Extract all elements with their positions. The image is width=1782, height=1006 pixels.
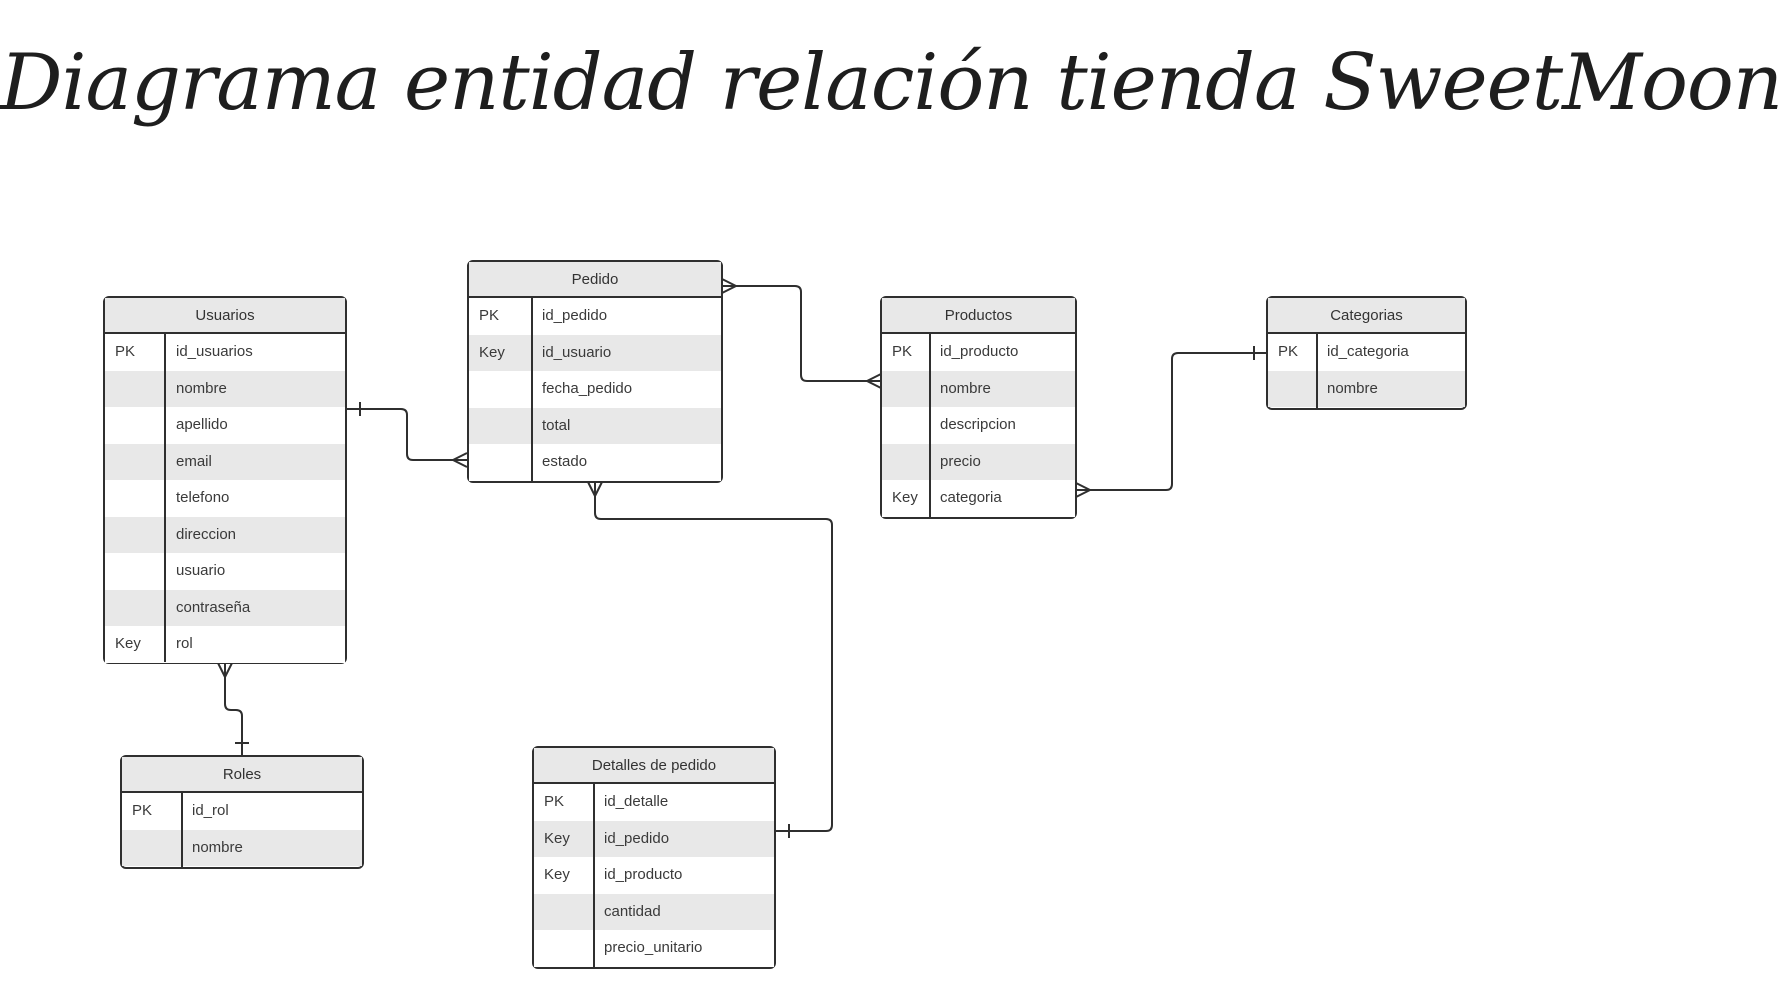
- table-row[interactable]: [534, 857, 774, 894]
- table-row[interactable]: [882, 444, 1075, 481]
- table-row[interactable]: [469, 298, 721, 335]
- entity-header: Roles: [122, 757, 362, 793]
- field-name: categoria: [940, 489, 1002, 506]
- field-name: email: [176, 452, 212, 470]
- field-name: precio: [940, 452, 981, 470]
- table-row[interactable]: [105, 590, 345, 627]
- table-row[interactable]: [1268, 371, 1465, 408]
- table-row[interactable]: [534, 894, 774, 931]
- table-row[interactable]: [469, 371, 721, 408]
- field-name: nombre: [192, 838, 243, 856]
- entity-roles[interactable]: [120, 755, 364, 869]
- table-row[interactable]: [105, 407, 345, 444]
- table-row[interactable]: [882, 407, 1075, 444]
- table-row[interactable]: [1268, 334, 1465, 371]
- table-row[interactable]: [469, 335, 721, 372]
- entity-header: Productos: [882, 298, 1075, 334]
- table-row[interactable]: [105, 371, 345, 408]
- table-row[interactable]: [105, 553, 345, 590]
- field-name: nombre: [176, 379, 227, 397]
- field-name: apellido: [176, 416, 228, 433]
- field-name: id_rol: [192, 802, 229, 819]
- rel-roles-usuarios[interactable]: [218, 663, 249, 756]
- column-divider: [593, 784, 595, 967]
- key-label: Key: [479, 343, 505, 361]
- key-label: Key: [892, 489, 918, 506]
- field-name: direccion: [176, 525, 237, 543]
- field-name: total: [542, 416, 571, 434]
- key-label: PK: [892, 343, 913, 360]
- column-divider: [164, 334, 166, 662]
- field-name: usuario: [176, 562, 226, 579]
- entity-usuarios[interactable]: [103, 296, 347, 664]
- field-name: id_pedido: [604, 829, 670, 847]
- key-label: PK: [132, 802, 153, 819]
- key-label: Key: [544, 829, 570, 847]
- field-name: id_usuario: [542, 343, 612, 361]
- field-name: estado: [542, 453, 588, 470]
- table-row[interactable]: [105, 444, 345, 481]
- key-label: PK: [115, 343, 136, 360]
- column-divider: [181, 793, 183, 867]
- table-row[interactable]: [105, 517, 345, 554]
- table-row[interactable]: [882, 334, 1075, 371]
- diagram-title: Diagrama entidad relación tienda SweetMoon: [0, 38, 1782, 128]
- key-label: PK: [479, 307, 500, 324]
- column-divider: [929, 334, 931, 517]
- key-label: Key: [544, 866, 570, 883]
- rel-usuarios-pedido[interactable]: [347, 402, 467, 467]
- table-row[interactable]: [534, 930, 774, 967]
- column-divider: [1316, 334, 1318, 408]
- field-name: precio_unitario: [604, 939, 703, 956]
- key-label: Key: [115, 635, 141, 652]
- field-name: id_usuarios: [176, 343, 253, 360]
- field-name: id_detalle: [604, 793, 669, 810]
- entity-header: Categorias: [1268, 298, 1465, 334]
- key-label: PK: [544, 793, 565, 810]
- field-name: rol: [176, 635, 193, 652]
- table-row[interactable]: [105, 334, 345, 371]
- field-name: id_categoria: [1327, 343, 1409, 360]
- entity-productos[interactable]: [880, 296, 1077, 519]
- entity-header: Pedido: [469, 262, 721, 298]
- entity-header: Usuarios: [105, 298, 345, 334]
- table-row[interactable]: [105, 480, 345, 517]
- entity-header: Detalles de pedido: [534, 748, 774, 784]
- field-name: descripcion: [940, 416, 1016, 433]
- entity-detalles-de-pedido[interactable]: [532, 746, 776, 969]
- field-name: nombre: [1327, 379, 1378, 397]
- field-name: id_producto: [604, 866, 683, 883]
- field-name: cantidad: [604, 902, 661, 920]
- table-row[interactable]: [882, 371, 1075, 408]
- table-row[interactable]: [534, 821, 774, 858]
- table-row[interactable]: [882, 480, 1075, 517]
- table-row[interactable]: [122, 793, 362, 830]
- field-name: id_pedido: [542, 307, 608, 324]
- table-row[interactable]: [469, 408, 721, 445]
- table-row[interactable]: [105, 626, 345, 663]
- table-row[interactable]: [469, 444, 721, 481]
- rel-pedido-productos[interactable]: [722, 279, 881, 388]
- field-name: fecha_pedido: [542, 380, 633, 397]
- field-name: id_producto: [940, 343, 1019, 360]
- entity-categorias[interactable]: [1266, 296, 1467, 410]
- key-label: PK: [1278, 343, 1299, 360]
- field-name: nombre: [940, 379, 991, 397]
- entity-pedido[interactable]: [467, 260, 723, 483]
- field-name: telefono: [176, 489, 230, 506]
- field-name: contraseña: [176, 598, 251, 616]
- rel-categorias-productos[interactable]: [1076, 346, 1267, 497]
- column-divider: [531, 298, 533, 481]
- table-row[interactable]: [122, 830, 362, 867]
- table-row[interactable]: [534, 784, 774, 821]
